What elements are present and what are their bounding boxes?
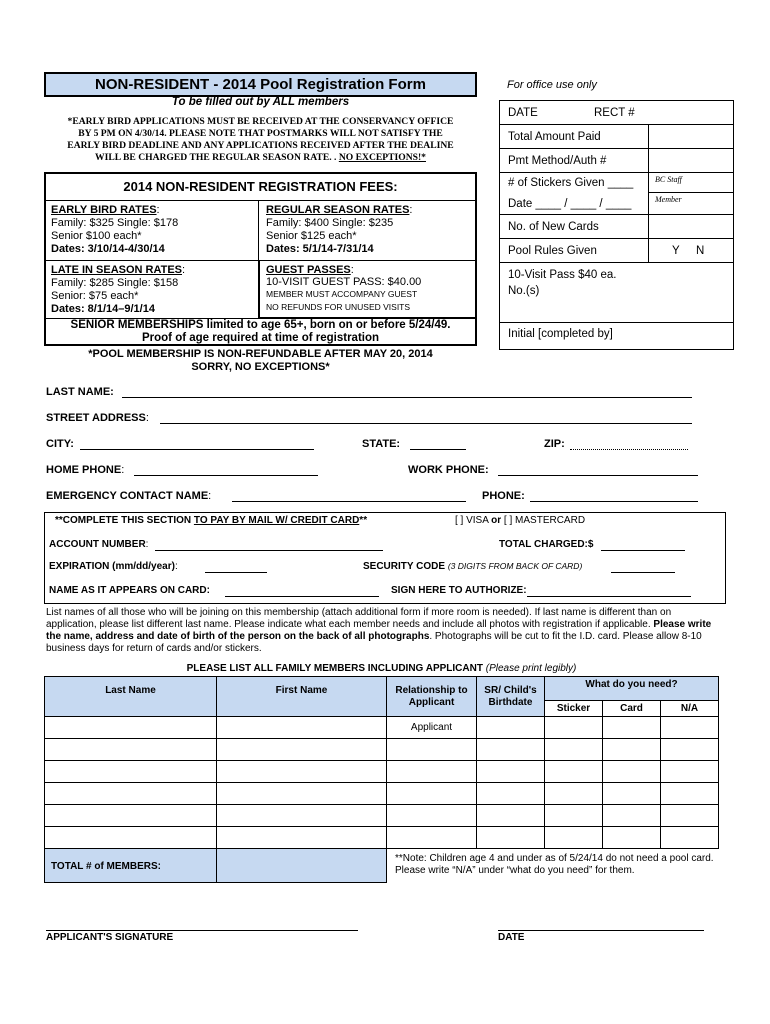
emergency-phone-label: PHONE: bbox=[482, 490, 525, 502]
applicant-signature-label: APPLICANT'S SIGNATURE bbox=[46, 932, 174, 943]
notice-line: WILL BE CHARGED THE REGULAR SEASON RATE. . bbox=[95, 152, 337, 163]
office-date-line: Date ____ / ____ / ____ bbox=[508, 198, 632, 210]
instructions-text: List names of all those who will be joining on this membership (attach additional form if more room is needed). If last name is different than on application, please list different last name. Please indicate what each member needs and include all photos with registration if applicable. bbox=[46, 607, 672, 630]
last-name-input[interactable] bbox=[122, 386, 692, 398]
city-input[interactable] bbox=[80, 438, 314, 450]
office-nos: No.(s) bbox=[508, 285, 540, 297]
total-members-input[interactable] bbox=[217, 849, 387, 883]
refund-line1: *POOL MEMBERSHIP IS NON-REFUNDABLE AFTER MAY 20, 2014 bbox=[88, 348, 433, 360]
office-date: DATE bbox=[508, 107, 538, 119]
late-title: LATE IN SEASON RATES bbox=[51, 264, 182, 276]
street-input[interactable] bbox=[160, 412, 692, 424]
street-label: STREET ADDRESS bbox=[46, 412, 146, 424]
credit-card-section: **COMPLETE THIS SECTION TO PAY BY MAIL W/ CREDIT CARD** [ ] VISA or [ ] MASTERCARD ACCOUNT NUMBER: TOTAL CHARGED:$ EXPIRATION (mm/dd/year): SECURITY CODE (3 DIGITS FROM BACK OF CARD) NAME AS IT APPEARS ON CARD: SIGN HERE TO AUTHORIZE: bbox=[44, 512, 726, 604]
col-birthdate: SR/ Child's Birthdate bbox=[477, 677, 545, 717]
regular-title: REGULAR SEASON RATES bbox=[266, 204, 410, 216]
regular-rates: REGULAR SEASON RATES: Family: $400 Single: $235 Senior $125 each* Dates: 5/1/14-7/31/14 bbox=[266, 204, 413, 255]
instructions bbox=[46, 607, 724, 655]
early-bird-senior: Senior $100 each* bbox=[51, 230, 142, 242]
office-yes: Y bbox=[672, 245, 680, 257]
total-members-label: TOTAL # of MEMBERS: bbox=[45, 849, 217, 883]
state-label: STATE: bbox=[362, 438, 401, 450]
name-card-label: NAME AS IT APPEARS ON CARD: bbox=[49, 585, 210, 596]
col-relationship: Relationship to Applicant bbox=[387, 677, 477, 717]
zip-label: ZIP: bbox=[544, 438, 565, 450]
guest-10visit: 10-VISIT GUEST PASS: $40.00 bbox=[266, 276, 422, 288]
instructions-text2: . Photographs will be cut to fit the I.D. card. Please allow 8-10 business days for return of cards and/or stickers. bbox=[46, 631, 702, 654]
work-phone-input[interactable] bbox=[498, 464, 698, 476]
guest-title: GUEST PASSES bbox=[266, 264, 351, 276]
office-no: N bbox=[696, 245, 705, 257]
office-pmt-method: Pmt Method/Auth # bbox=[508, 155, 607, 167]
table-row[interactable] bbox=[45, 805, 719, 827]
guest-accompany: MEMBER MUST ACCOMPANY GUEST bbox=[266, 289, 418, 299]
refund-notice bbox=[44, 348, 477, 374]
emergency-phone-input[interactable] bbox=[530, 490, 698, 502]
emergency-label: EMERGENCY CONTACT NAME bbox=[46, 490, 209, 502]
office-use-label: For office use only bbox=[507, 79, 597, 91]
work-phone-label: WORK PHONE: bbox=[408, 464, 489, 476]
early-bird-dates: Dates: 3/10/14-4/30/14 bbox=[51, 243, 165, 255]
notice-line: *EARLY BIRD APPLICATIONS MUST BE RECEIVED AT THE CONSERVANCY OFFICE bbox=[67, 116, 454, 127]
late-senior: Senior: $75 each* bbox=[51, 290, 139, 302]
total-charged-input[interactable] bbox=[601, 539, 685, 551]
guest-no-refunds: NO REFUNDS FOR UNUSED VISITS bbox=[266, 302, 411, 312]
state-input[interactable] bbox=[410, 438, 466, 450]
col-sticker: Sticker bbox=[545, 701, 603, 717]
office-new-cards: No. of New Cards bbox=[508, 221, 599, 233]
office-use-table bbox=[499, 100, 734, 350]
home-phone-label: HOME PHONE bbox=[46, 464, 122, 476]
fees-heading: 2014 NON-RESIDENT REGISTRATION FEES: bbox=[46, 174, 475, 201]
early-bird-family: Family: $325 Single: $178 bbox=[51, 217, 179, 229]
col-last-name: Last Name bbox=[45, 677, 217, 717]
senior-notice bbox=[46, 318, 475, 345]
account-input[interactable] bbox=[155, 539, 383, 551]
subtitle: To be filled out by ALL members bbox=[171, 96, 350, 108]
cc-heading-underlined: TO PAY BY MAIL W/ CREDIT CARD bbox=[193, 515, 360, 526]
signature-date-label: DATE bbox=[498, 932, 525, 943]
security-note: (3 DIGITS FROM BACK OF CARD) bbox=[447, 561, 583, 571]
page-title: NON-RESIDENT - 2014 Pool Registration Form bbox=[44, 72, 477, 97]
table-row[interactable] bbox=[45, 739, 719, 761]
applicant-cell: Applicant bbox=[387, 717, 477, 739]
sign-authorize-label: SIGN HERE TO AUTHORIZE: bbox=[391, 585, 527, 596]
office-visit-pass: 10-Visit Pass $40 ea. bbox=[508, 269, 617, 281]
family-heading-note: (Please print legibly) bbox=[485, 663, 577, 674]
security-label: SECURITY CODE bbox=[363, 561, 446, 572]
regular-senior: Senior $125 each* bbox=[266, 230, 357, 242]
zip-input[interactable] bbox=[570, 438, 688, 450]
office-initial: Initial [completed by] bbox=[508, 328, 613, 340]
fees-box bbox=[44, 172, 477, 346]
family-heading: PLEASE LIST ALL FAMILY MEMBERS INCLUDING APPLICANT bbox=[186, 663, 483, 674]
last-name-label: LAST NAME: bbox=[46, 386, 114, 398]
notice-line: EARLY BIRD DEADLINE AND ANY APPLICATIONS RECEIVED AFTER THE DEALINE bbox=[67, 140, 454, 151]
name-card-input[interactable] bbox=[225, 585, 379, 597]
cc-heading: **COMPLETE THIS SECTION bbox=[55, 515, 194, 526]
col-card: Card bbox=[603, 701, 661, 717]
city-label: CITY: bbox=[46, 438, 74, 450]
table-row[interactable] bbox=[45, 827, 719, 849]
table-row[interactable] bbox=[45, 761, 719, 783]
office-pool-rules: Pool Rules Given bbox=[508, 245, 597, 257]
regular-dates: Dates: 5/1/14-7/31/14 bbox=[266, 243, 374, 255]
col-first-name: First Name bbox=[217, 677, 387, 717]
account-label: ACCOUNT NUMBER bbox=[49, 539, 146, 550]
late-family: Family: $285 Single: $158 bbox=[51, 277, 179, 289]
home-phone-input[interactable] bbox=[134, 464, 318, 476]
notice-line: BY 5 PM ON 4/30/14. PLEASE NOTE THAT POSTMARKS WILL NOT SATISFY THE bbox=[78, 128, 443, 139]
office-rect: RECT # bbox=[594, 107, 635, 119]
senior-line2: Proof of age required at time of registration bbox=[141, 332, 380, 344]
late-dates: Dates: 8/1/14–9/1/14 bbox=[51, 303, 155, 315]
table-row[interactable] bbox=[45, 717, 719, 739]
office-stickers: # of Stickers Given ____ bbox=[508, 177, 634, 189]
expiration-label: EXPIRATION (mm/dd/year) bbox=[49, 561, 175, 572]
late-rates: LATE IN SEASON RATES: Family: $285 Single: $158 Senior: $75 each* Dates: 8/1/14–9/1/14 bbox=[51, 264, 186, 315]
early-bird-rates: EARLY BIRD RATES: Family: $325 Single: $178 Senior $100 each* Dates: 3/10/14-4/30/14 bbox=[51, 204, 179, 255]
instructions-bold: Please write the name, address and date of birth of the person on the back of all photographs bbox=[46, 619, 712, 642]
refund-line2: SORRY, NO EXCEPTIONS* bbox=[191, 361, 330, 373]
regular-family: Family: $400 Single: $235 bbox=[266, 217, 394, 229]
early-bird-notice bbox=[44, 116, 477, 164]
family-table bbox=[44, 676, 719, 896]
office-bc-staff: BC Staff bbox=[649, 173, 734, 193]
senior-line1: SENIOR MEMBERSHIPS limited to age 65+, born on or before 5/24/49. bbox=[70, 319, 451, 331]
table-row[interactable] bbox=[45, 783, 719, 805]
expiration-input[interactable] bbox=[205, 561, 267, 573]
col-na: N/A bbox=[661, 701, 719, 717]
security-input[interactable] bbox=[611, 561, 675, 573]
sign-authorize-input[interactable] bbox=[527, 585, 691, 597]
children-note: **Note: Children age 4 and under as of 5/24/14 do not need a pool card. Please write “N/A” under “what do you need” for them. bbox=[395, 853, 714, 876]
office-total-amount: Total Amount Paid bbox=[508, 131, 601, 143]
no-exceptions: NO EXCEPTIONS!* bbox=[338, 152, 426, 163]
office-member: Member bbox=[655, 195, 682, 204]
or-label: or bbox=[491, 515, 502, 526]
col-what-need: What do you need? bbox=[545, 677, 719, 701]
guest-passes: GUEST PASSES: 10-VISIT GUEST PASS: $40.00 MEMBER MUST ACCOMPANY GUEST NO REFUNDS FOR UNUSED VISITS bbox=[266, 264, 422, 312]
mastercard-checkbox[interactable]: [ ] MASTERCARD bbox=[503, 515, 586, 526]
total-charged-label: TOTAL CHARGED:$ bbox=[499, 539, 594, 550]
early-bird-title: EARLY BIRD RATES bbox=[51, 204, 157, 216]
visa-checkbox[interactable]: [ ] VISA bbox=[455, 515, 489, 526]
emergency-input[interactable] bbox=[232, 490, 466, 502]
